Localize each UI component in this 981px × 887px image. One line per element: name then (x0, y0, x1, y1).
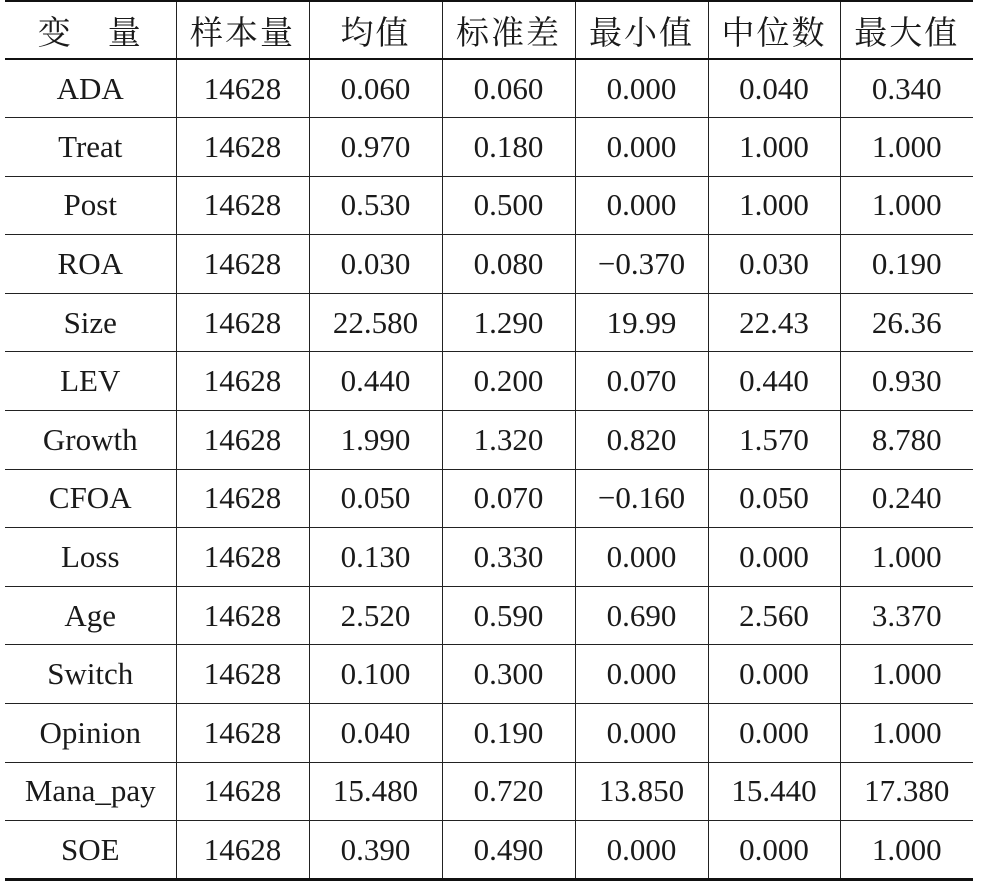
cell-min: 13.850 (575, 762, 708, 821)
cell-mean: 1.990 (309, 411, 442, 470)
cell-variable-name: Mana_pay (5, 762, 176, 821)
cell-max: 26.36 (840, 293, 973, 352)
cell-median: 1.570 (708, 411, 840, 470)
cell-median: 2.560 (708, 586, 840, 645)
cell-median: 0.030 (708, 235, 840, 294)
cell-variable-name: Age (5, 586, 176, 645)
cell-std-dev: 0.070 (442, 469, 575, 528)
cell-median: 0.040 (708, 59, 840, 118)
cell-mean: 0.130 (309, 528, 442, 587)
cell-mean: 15.480 (309, 762, 442, 821)
cell-std-dev: 0.190 (442, 704, 575, 763)
cell-sample-size: 14628 (176, 645, 309, 704)
cell-std-dev: 0.060 (442, 59, 575, 118)
cell-variable-name: CFOA (5, 469, 176, 528)
cell-sample-size: 14628 (176, 821, 309, 880)
cell-mean: 0.030 (309, 235, 442, 294)
cell-mean: 0.530 (309, 176, 442, 235)
header-variable: 变 量 (5, 1, 176, 59)
cell-std-dev: 0.080 (442, 235, 575, 294)
cell-variable-name: SOE (5, 821, 176, 880)
cell-min: 0.000 (575, 176, 708, 235)
table-body (5, 59, 973, 879)
cell-mean: 2.520 (309, 586, 442, 645)
cell-sample-size: 14628 (176, 293, 309, 352)
cell-max: 1.000 (840, 821, 973, 880)
header-median: 中位数 (708, 1, 840, 59)
cell-median: 0.000 (708, 645, 840, 704)
descriptive-statistics-table (5, 0, 973, 881)
cell-sample-size: 14628 (176, 118, 309, 177)
table-row (5, 118, 973, 177)
table-row (5, 586, 973, 645)
table-header (5, 1, 973, 59)
cell-mean: 0.060 (309, 59, 442, 118)
cell-variable-name: ADA (5, 59, 176, 118)
cell-median: 0.000 (708, 821, 840, 880)
cell-median: 0.000 (708, 704, 840, 763)
cell-max: 1.000 (840, 704, 973, 763)
table-row (5, 59, 973, 118)
cell-sample-size: 14628 (176, 704, 309, 763)
cell-min: −0.370 (575, 235, 708, 294)
cell-std-dev: 0.300 (442, 645, 575, 704)
cell-mean: 0.440 (309, 352, 442, 411)
cell-max: 1.000 (840, 118, 973, 177)
cell-sample-size: 14628 (176, 352, 309, 411)
cell-sample-size: 14628 (176, 176, 309, 235)
cell-median: 15.440 (708, 762, 840, 821)
cell-mean: 0.100 (309, 645, 442, 704)
table-row (5, 645, 973, 704)
cell-max: 0.340 (840, 59, 973, 118)
cell-sample-size: 14628 (176, 235, 309, 294)
cell-variable-name: Treat (5, 118, 176, 177)
cell-std-dev: 0.330 (442, 528, 575, 587)
cell-min: −0.160 (575, 469, 708, 528)
cell-median: 1.000 (708, 176, 840, 235)
header-max: 最大值 (840, 1, 973, 59)
cell-max: 0.190 (840, 235, 973, 294)
table-row (5, 352, 973, 411)
cell-std-dev: 1.290 (442, 293, 575, 352)
cell-max: 8.780 (840, 411, 973, 470)
cell-std-dev: 0.200 (442, 352, 575, 411)
table-row (5, 469, 973, 528)
table-row (5, 176, 973, 235)
cell-min: 0.000 (575, 704, 708, 763)
table-row (5, 411, 973, 470)
cell-variable-name: Loss (5, 528, 176, 587)
cell-mean: 0.050 (309, 469, 442, 528)
table-row (5, 528, 973, 587)
cell-min: 0.000 (575, 118, 708, 177)
cell-variable-name: Growth (5, 411, 176, 470)
cell-max: 1.000 (840, 528, 973, 587)
cell-min: 0.000 (575, 59, 708, 118)
cell-std-dev: 0.500 (442, 176, 575, 235)
header-min: 最小值 (575, 1, 708, 59)
cell-sample-size: 14628 (176, 762, 309, 821)
cell-min: 0.070 (575, 352, 708, 411)
cell-sample-size: 14628 (176, 59, 309, 118)
cell-std-dev: 1.320 (442, 411, 575, 470)
cell-median: 0.050 (708, 469, 840, 528)
cell-median: 0.440 (708, 352, 840, 411)
cell-max: 0.930 (840, 352, 973, 411)
cell-sample-size: 14628 (176, 586, 309, 645)
cell-variable-name: Opinion (5, 704, 176, 763)
cell-variable-name: Switch (5, 645, 176, 704)
cell-min: 0.000 (575, 645, 708, 704)
cell-variable-name: ROA (5, 235, 176, 294)
cell-mean: 0.390 (309, 821, 442, 880)
cell-sample-size: 14628 (176, 469, 309, 528)
cell-median: 0.000 (708, 528, 840, 587)
cell-std-dev: 0.720 (442, 762, 575, 821)
table-row (5, 821, 973, 880)
cell-max: 0.240 (840, 469, 973, 528)
header-sample-size: 样本量 (176, 1, 309, 59)
cell-min: 0.820 (575, 411, 708, 470)
cell-median: 22.43 (708, 293, 840, 352)
cell-min: 0.690 (575, 586, 708, 645)
cell-std-dev: 0.590 (442, 586, 575, 645)
statistics-table-container (5, 0, 973, 881)
table-row (5, 235, 973, 294)
header-row (5, 1, 973, 59)
cell-min: 0.000 (575, 821, 708, 880)
cell-max: 1.000 (840, 645, 973, 704)
cell-max: 17.380 (840, 762, 973, 821)
cell-mean: 0.970 (309, 118, 442, 177)
cell-min: 0.000 (575, 528, 708, 587)
cell-variable-name: Post (5, 176, 176, 235)
cell-min: 19.99 (575, 293, 708, 352)
table-row (5, 704, 973, 763)
cell-std-dev: 0.180 (442, 118, 575, 177)
cell-max: 3.370 (840, 586, 973, 645)
table-row (5, 293, 973, 352)
cell-std-dev: 0.490 (442, 821, 575, 880)
cell-max: 1.000 (840, 176, 973, 235)
cell-sample-size: 14628 (176, 411, 309, 470)
cell-mean: 0.040 (309, 704, 442, 763)
header-mean: 均值 (309, 1, 442, 59)
cell-mean: 22.580 (309, 293, 442, 352)
cell-variable-name: LEV (5, 352, 176, 411)
cell-median: 1.000 (708, 118, 840, 177)
cell-variable-name: Size (5, 293, 176, 352)
table-row (5, 762, 973, 821)
header-std-dev: 标准差 (442, 1, 575, 59)
cell-sample-size: 14628 (176, 528, 309, 587)
